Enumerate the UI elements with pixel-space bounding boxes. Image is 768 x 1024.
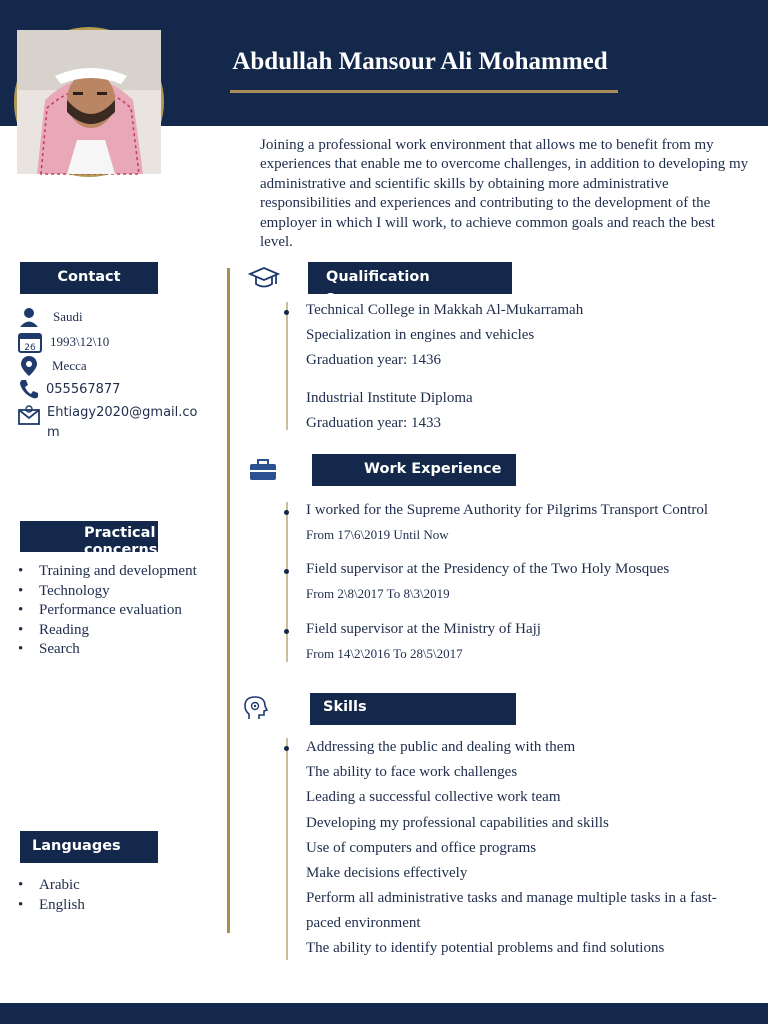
work-3-title: Field supervisor at the Ministry of Hajj (306, 621, 541, 637)
list-item: • Search (18, 640, 197, 660)
list-item: • Technology (18, 582, 197, 602)
contact-email (18, 403, 208, 440)
contact-email-text: Ehtiagy2020@gmail.com (47, 405, 198, 440)
phone-icon (18, 378, 40, 400)
list-item: • Arabic (18, 876, 85, 896)
section-skills (310, 693, 516, 725)
work-3-period: From 14\2\2016 To 28\5\2017 (306, 646, 463, 661)
qualification-1-detail: Specialization in engines and vehicles (306, 327, 535, 343)
skill-item: Addressing the public and dealing with them (306, 739, 576, 755)
location-pin-icon (18, 355, 40, 377)
timeline-dot (284, 746, 289, 751)
timeline-dot (284, 510, 289, 515)
list-item: • English (18, 896, 85, 916)
timeline-dot (284, 569, 289, 574)
skill-item: Make decisions effectively (306, 865, 468, 881)
qualification-2-school: Industrial Institute Diploma (306, 390, 473, 406)
calendar-icon (18, 331, 42, 353)
skill-item: Developing my professional capabilities and skills (306, 815, 609, 831)
envelope-icon (18, 404, 40, 426)
timeline-dot (284, 310, 289, 315)
career-objective: Joining a professional work environment that allows me to benefit from my experiences that enable me to overcome challenges, in addition to developing my administrative and scientific skills by obtaining more administrative responsibilities and experiences and contributing to the development of the employer in which I will work, to achieve common goals and reach the best level. (260, 137, 749, 251)
skill-item: paced environment (306, 915, 421, 931)
brain-head-icon (243, 695, 269, 721)
column-divider (227, 268, 230, 933)
section-qualifications (308, 262, 512, 305)
list-item: • Reading (18, 621, 197, 641)
section-practical-title: Practical concerns (84, 525, 158, 558)
name-underline (230, 90, 618, 93)
qualification-1-school: Technical College in Makkah Al-Mukarramah (306, 302, 584, 318)
skill-item: The ability to identify potential problems and find solutions (306, 940, 665, 956)
svg-text:26: 26 (24, 343, 36, 353)
person-icon (18, 306, 40, 328)
section-contact (20, 262, 158, 294)
profile-photo (14, 27, 164, 177)
qualification-2-year: Graduation year: 1433 (306, 415, 441, 431)
work-2-title: Field supervisor at the Presidency of the Two Holy Mosques (306, 561, 670, 577)
section-contact-title: Contact (57, 269, 121, 285)
skills-timeline (286, 738, 288, 960)
section-work-title: Work Experience (364, 461, 502, 477)
candidate-name: Abdullah Mansour Ali Mohammed (232, 48, 608, 75)
skill-item: Perform all administrative tasks and manage multiple tasks in a fast- (306, 890, 717, 906)
section-work-experience (312, 454, 516, 486)
footer-band (0, 1003, 768, 1024)
skill-item: Use of computers and office programs (306, 840, 537, 856)
section-qualifications-title: Qualifications (326, 269, 430, 305)
work-2-period: From 2\8\2017 To 8\3\2019 (306, 586, 450, 601)
contact-city (18, 355, 87, 377)
graduation-cap-icon (248, 266, 280, 292)
practical-concerns-list (18, 562, 197, 660)
work-timeline (286, 502, 288, 662)
list-item: • Performance evaluation (18, 601, 197, 621)
section-languages-title: Languages (32, 838, 121, 854)
timeline-dot (284, 629, 289, 634)
contact-birthdate-text: 1993\12\10 (50, 334, 110, 349)
contact-nationality (18, 306, 83, 328)
work-1-title: I worked for the Supreme Authority for Pilgrims Transport Control (306, 502, 709, 518)
contact-birthdate (18, 331, 109, 353)
skill-item: Leading a successful collective work team (306, 789, 561, 805)
contact-city-text: Mecca (52, 358, 87, 373)
section-practical-concerns (20, 521, 158, 558)
work-1-period: From 17\6\2019 Until Now (306, 527, 449, 542)
list-item: • Training and development (18, 562, 197, 582)
languages-list (18, 876, 85, 915)
contact-phone-text: 055567877 (46, 381, 121, 397)
briefcase-icon (249, 459, 277, 481)
contact-phone (18, 378, 120, 400)
section-skills-title: Skills (323, 699, 367, 715)
qualifications-timeline (286, 302, 288, 430)
qualification-1-year: Graduation year: 1436 (306, 352, 441, 368)
contact-nationality-text: Saudi (53, 309, 83, 324)
section-languages (20, 831, 158, 863)
skill-item: The ability to face work challenges (306, 764, 518, 780)
